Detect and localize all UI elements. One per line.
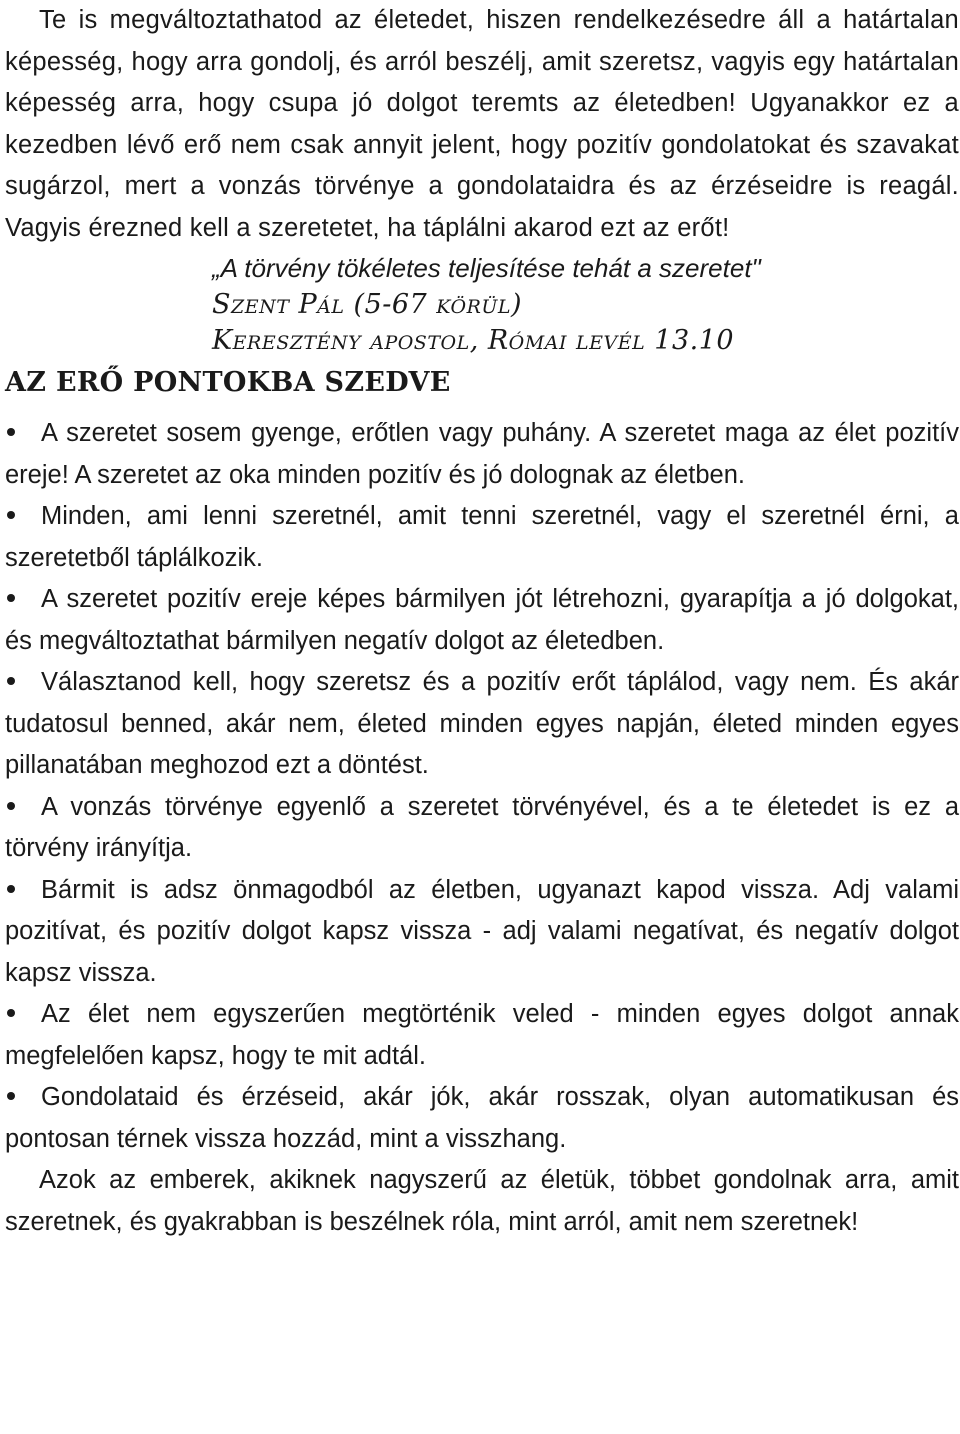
quote-text: „A törvény tökéletes teljesítése tehát a szeretet" (212, 253, 761, 283)
bullet-text: Az élet nem egyszerűen megtörténik veled - minden egyes dolgot annak megfelelően kapsz, hogy te mit adtál. (5, 1000, 959, 1070)
bullet-list (5, 413, 959, 1160)
bullet-text: Bármit is adsz önmagodból az életben, ugyanazt kapod vissza. Adj valami pozitívat, és pozitív dolgot kapsz vissza - adj valami negatívat, és negatív dolgot kapsz vissza. (5, 875, 959, 987)
quote-source: Keresztény apostol, Római levél 13.10 (212, 325, 735, 356)
bullet-text: A szeretet pozitív ereje képes bármilyen jót létrehozni, gyarapítja a jó dolgokat, és megváltoztathat bármilyen negatív dolgot az életedben. (5, 585, 959, 655)
bullet-item (5, 662, 959, 787)
bullet-text: Minden, ami lenni szeretnél, amit tenni szeretnél, vagy el szeretnél érni, a szeretetből táplálkozik. (5, 502, 959, 572)
bullet-text: A vonzás törvénye egyenlő a szeretet törvényével, és a te életedet is ez a törvény irányítja. (5, 792, 959, 862)
section-heading: AZ ERŐ PONTOKBA SZEDVE (5, 367, 451, 398)
document-page (5, 0, 959, 1243)
bullet-item (5, 413, 959, 496)
quote-block (212, 250, 959, 359)
closing-paragraph: Azok az emberek, akiknek nagyszerű az életük, többet gondolnak arra, amit szeretnek, és gyakrabban is beszélnek róla, mint arról, amit nem szeretnek! (5, 1166, 959, 1236)
quote-author: Szent Pál (5-67 körül) (212, 289, 523, 320)
bullet-text: Gondolataid és érzéseid, akár jók, akár rosszak, olyan automatikusan és pontosan térnek vissza hozzád, mint a visszhang. (5, 1083, 959, 1153)
bullet-item (5, 1077, 959, 1160)
bullet-item (5, 496, 959, 579)
bullet-item (5, 870, 959, 995)
bullet-item (5, 579, 959, 662)
bullet-text: Választanod kell, hogy szeretsz és a pozitív erőt táplálod, vagy nem. És akár tudatosul benned, akár nem, életed minden egyes napján, életed minden egyes pillanatában meghozod ezt a döntést. (5, 668, 959, 779)
bullet-item (5, 787, 959, 870)
bullet-item (5, 994, 959, 1077)
bullet-text: A szeretet sosem gyenge, erőtlen vagy puhány. A szeretet maga az élet pozitív ereje! A szeretet az oka minden pozitív és jó dolognak az életben. (5, 419, 959, 489)
intro-paragraph: Te is megváltoztathatod az életedet, hiszen rendelkezésedre áll a határtalan képesség, hogy arra gondolj, és arról beszélj, amit szeretsz, vagyis egy határtalan képesség arra, hogy csupa jó dolgot teremts az életedben! Ugyanakkor ez a kezedben lévő erő nem csak annyit jelent, hogy pozitív gondolatokat és szavakat sugárzol, mert a vonzás törvénye a gondolataidra és az érzéseidre is reagál. Vagyis érezned kell a szeretetet, ha táplálni akarod ezt az erőt! (5, 6, 959, 242)
